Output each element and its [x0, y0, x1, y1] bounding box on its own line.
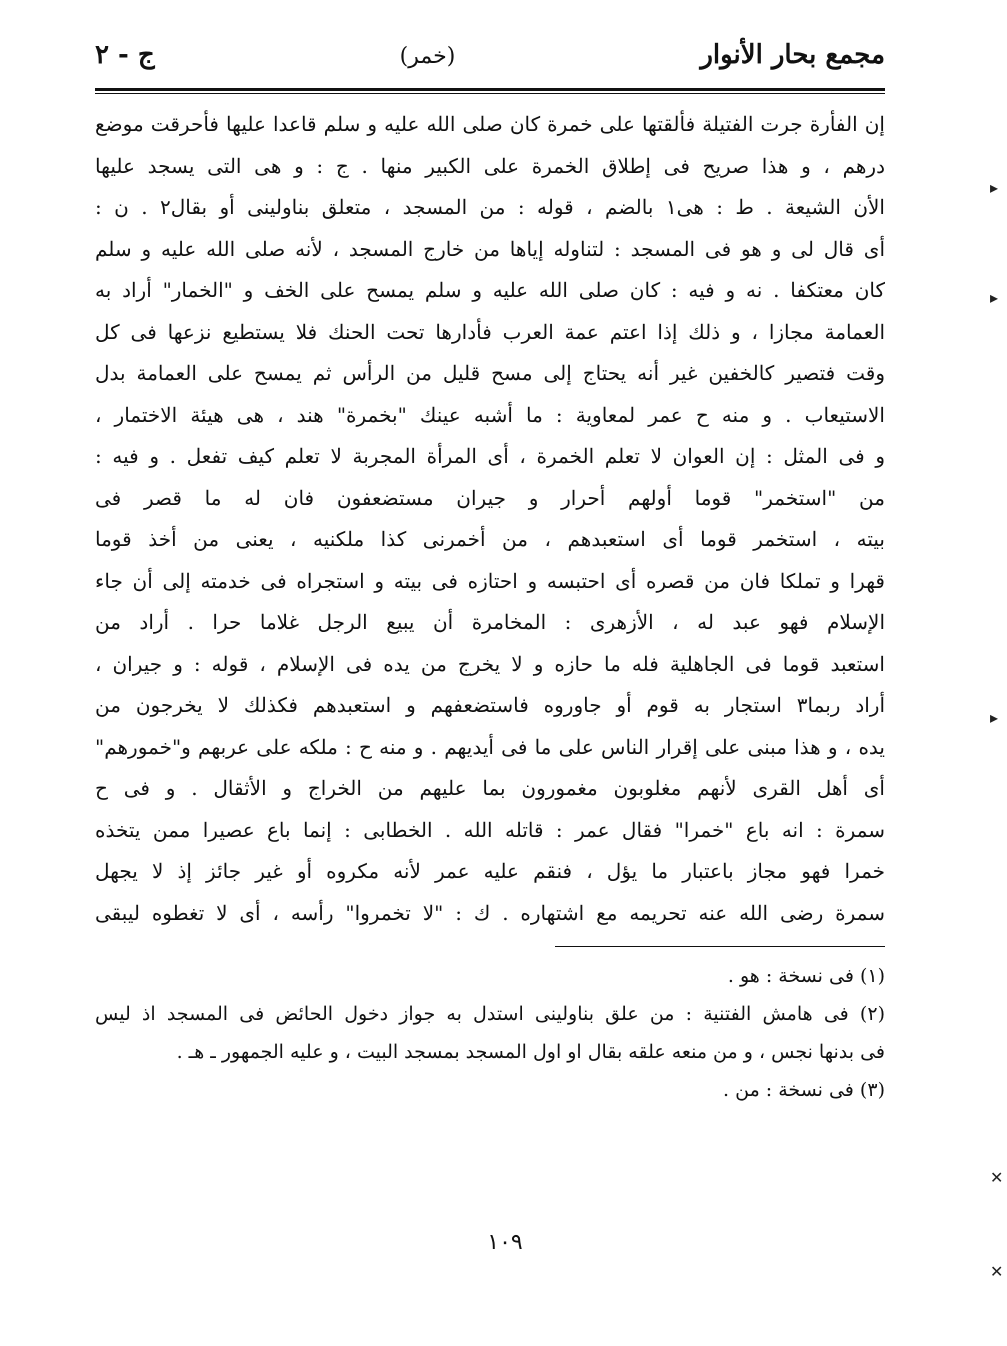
footnote: (١) فى نسخة : هو . — [727, 965, 885, 987]
margin-mark-icon: ▸ — [990, 288, 999, 307]
text-line: الإسلام فهو عبد له ، الأزهرى : المخامرة أن يبيع الرجل غلاما حرا . أراد من — [95, 610, 885, 634]
text-line: استعبد قوما فى الجاهلية فله ما حازه و لا يخرج من يده فى الإسلام ، قوله : و جيران ، — [95, 651, 885, 676]
margin-mark-icon: ▸ — [990, 708, 999, 727]
text-line: سمرة رضى الله عنه تحريمه مع اشتهاره . ك : "لا تخمروا" رأسه ، أى لا تغطوه ليبقى — [95, 900, 885, 925]
text-line: وقت فتصير كالخفين غير أنه يحتاج إلى مسح قليل من الرأس ثم يمسح على العمامة بدل — [95, 361, 885, 385]
footnote: (٣) فى نسخة : من . — [723, 1079, 885, 1101]
text-line: درهم ، و هذا صريح فى إطلاق الخمرة على الكبير منها . ج : و هى التى يسجد عليها — [95, 153, 885, 178]
page — [95, 40, 885, 1109]
text-line: كان معتكفا . نه و فيه : كان صلى الله عليه و سلم يمسح على الخف و "الخمار" أراد به — [95, 278, 885, 302]
footnotes — [95, 957, 885, 1109]
header-rule — [95, 88, 885, 91]
footnote-rule — [555, 946, 885, 947]
volume-number: ج - ٢ — [95, 40, 155, 70]
text-line: العمامة مجازا ، و ذلك إذا اعتم عمة العرب فأدارها تحت الحنك فلا يستطيع نزعها فى كل — [95, 319, 885, 344]
text-line: أراد ربما٣ استجار به قوم أو جاوروه فاستضعفهم و استعبدهم فكذلك لا يخرجون من — [95, 693, 885, 717]
running-header — [95, 40, 885, 82]
text-line: بيته ، استخمر قوما أى استعبدهم ، من أخمرنى كذا ملكنيه ، يعنى من أخذ قوما — [95, 527, 885, 551]
text-line: أى أهل القرى لأنهم مغلوبون مغمورون بما عليهم من الخراج و الأثقال . و فى ح — [95, 776, 885, 800]
margin-mark-icon: ✕ — [990, 1262, 1004, 1281]
text-line: سمرة : انه باع "خمرا" فقال عمر : قاتله الله . الخطابى : إنما باع عصيرا ممن يتخذه — [95, 817, 885, 842]
text-line: إن الفأرة جرت الفتيلة فألقتها على خمرة كان صلى الله عليه و سلم قاعدا عليها فأحرقت موضع — [95, 112, 885, 136]
text-line: الاستيعاب . و منه ح عمر لمعاوية : ما أشبه عينك "بخمرة" هند ، هى هيئة الاختمار ، — [95, 402, 885, 427]
text-line: و فى المثل : إن العوان لا تعلم الخمرة ، أى المرأة المجربة لا تعلم كيف تفعل . و فيه : — [95, 444, 885, 468]
header-rule-thin — [95, 93, 885, 94]
text-line: من "استخمر" قوما أولهم أحرار و جيران مستضعفون فان له ما قصر فى — [95, 485, 885, 510]
text-line: خمرا فهو مجاز باعتبار ما يؤل ، فنقم عليه عمر لأنه مكروه أو غير جائز إذ لا يجهل — [95, 859, 885, 883]
text-line: أى قال لى و هو فى المسجد : لتناوله إياها من خارج المسجد ، لأنه صلى الله عليه و سلم — [95, 236, 885, 261]
entry-keyword: (خمر) — [399, 44, 456, 69]
page-number: ١٠٩ — [487, 1230, 523, 1255]
text-line: قهرا و تملكا فان من قصره أى احتبسه و احتازه فى بيته و استجراه فى خدمته إلى أن جاء — [95, 568, 885, 593]
footnote: فى بدنها نجس ، و من منعه علقه بقال او اول المسجد بمسجد البيت ، و عليه الجمهور ـ هـ . — [176, 1041, 885, 1063]
text-line: الأن الشيعة . ط : هى١ بالضم ، قوله : من المسجد ، متعلق بناولينى أو بقال٢ . ن : — [95, 195, 885, 219]
footnote: (٢) فى هامش الفتنية : من علق بناولينى استدل به جواز دخول الحائض فى المسجد اذ ليس — [95, 1003, 885, 1025]
book-title: مجمع بحار الأنوار — [700, 40, 885, 70]
main-text — [95, 104, 885, 934]
margin-mark-icon: ▸ — [990, 178, 999, 197]
margin-mark-icon: ✕ — [990, 1168, 1004, 1187]
text-line: يده ، و هذا مبنى على إقرار الناس على ما فى أيديهم . و منه ح : ملكه على عربهم و"خمورهم" — [95, 734, 885, 759]
